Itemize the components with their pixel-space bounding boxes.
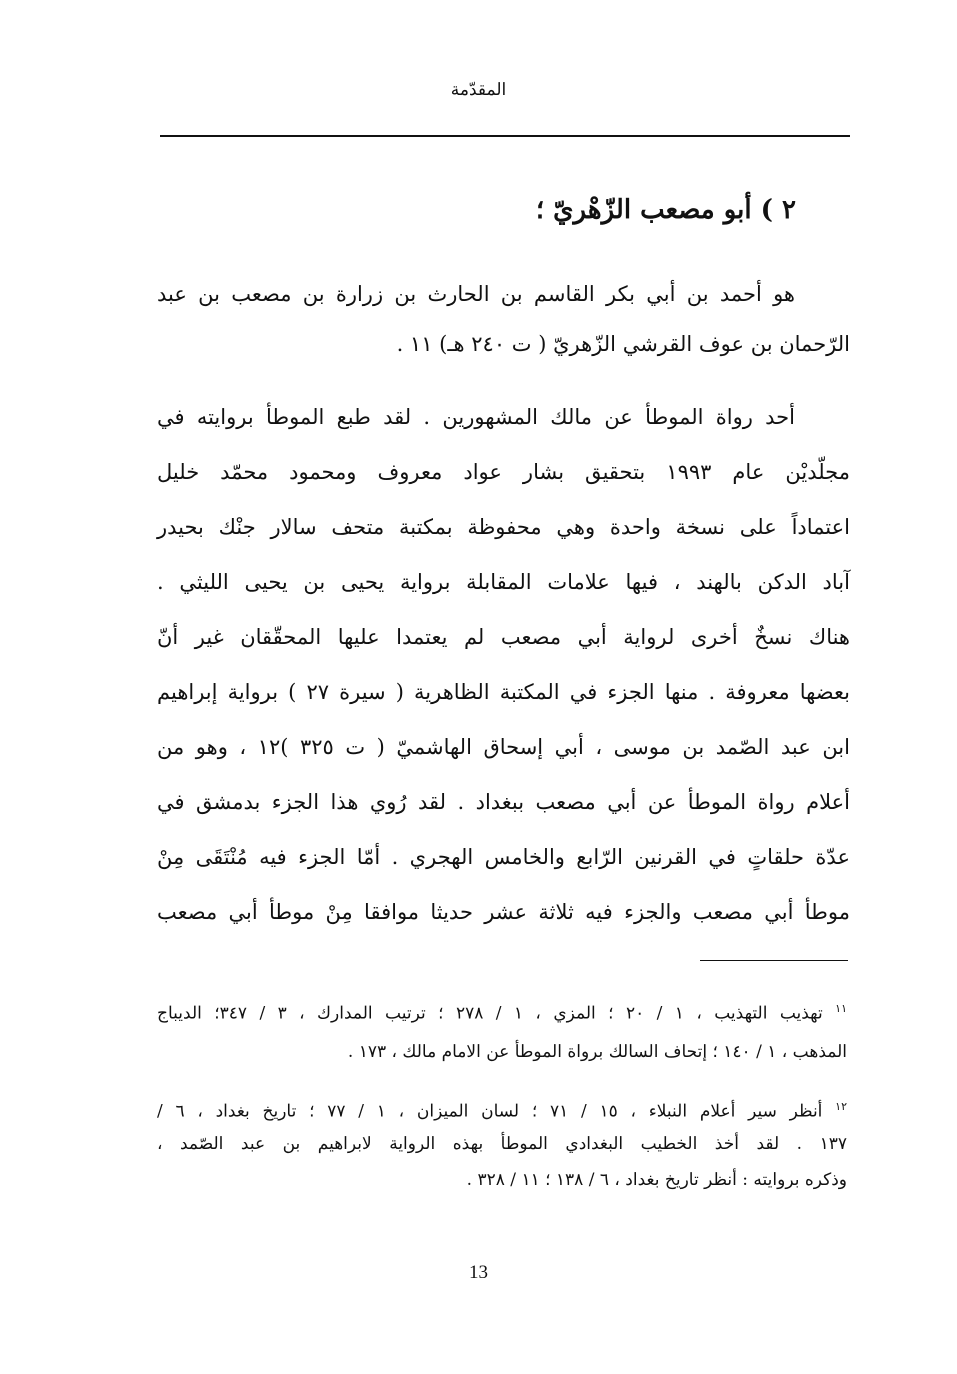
footnote-divider	[700, 960, 848, 961]
paragraph2-line-3: اعتماداً على نسخة واحدة وهي محفوظة بمكتبة متحف سالار جنْك بحيدر	[157, 515, 850, 539]
paragraph2-line-5: هناك نسخٌ أخرى لرواية أبي مصعب لم يعتمدا عليها المحقّقان غير أنّ	[157, 625, 850, 649]
paragraph1-line-2: الرّحمان بن عوف القرشي الزّهريّ ( ت ٢٤٠ هـ) ١١ .	[396, 332, 850, 356]
footnote-12-line-2: ١٣٧ . لقد أخذ الخطيب البغدادي الموطأ بهذه الرواية لابراهيم بن عبد الصّمد ،	[157, 1134, 847, 1154]
paragraph2-line-2: مجلّديْن عام ١٩٩٣ بتحقيق بشار عواد معروف ومحمود محمّد خليل	[157, 460, 850, 484]
footnote-12-line-1	[157, 1093, 847, 1121]
paragraph2-line-4: آباد الدكن بالهند ، فيها علامات المقابلة برواية يحيى بن يحيى الليثي .	[157, 570, 850, 594]
section-heading: ٢ ) أبو مصعب الزّهْريّ ؛	[535, 195, 796, 225]
page-number: 13	[469, 1262, 488, 1283]
paragraph2-line-9: عدّة حلقاتٍ في القرنين الرّابع والخامس الهجري . أمّا الجزء فيه مُنْتَقَى مِنْ	[157, 845, 850, 869]
footnote-11-number: ١١	[835, 1002, 847, 1015]
footnote-12-text-1: أنظر سير أعلام النبلاء ، ١٥ / ٧١ ؛ لسان الميزان ، ١ / ٧٧ ؛ تاريخ بغداد ، ٦ /	[157, 1101, 823, 1122]
paragraph2-line-10: موطأ أبي مصعب والجزء فيه ثلاثة عشر حديثا موافقا مِنْ موطأ أبي مصعب	[157, 900, 850, 924]
footnote-12-number: ١٢	[835, 1100, 847, 1113]
footnote-11-line-2: المذهب ، ١ / ١٤٠ ؛ إتحاف السالك برواة الموطأ عن الامام مالك ، ١٧٣ .	[347, 1042, 847, 1062]
header-divider	[160, 135, 850, 137]
paragraph1-line-1: هو أحمد بن أبي بكر القاسم بن الحارث بن زرارة بن مصعب بن عبد	[157, 282, 795, 306]
footnote-12-line-3: وذكره بروايته : أنظر تاريخ بغداد ، ٦ / ١٣٨ ؛ ١١ / ٣٢٨ .	[466, 1170, 847, 1190]
footnote-11-line-1	[157, 995, 847, 1023]
paragraph2-line-1: أحد رواة الموطأ عن مالك المشهورين . لقد طبع الموطأ بروايته في	[157, 405, 795, 429]
paragraph2-line-7: ابن عبد الصّمد بن موسى ، أبي إسحاق الهاشميّ ( ت ٣٢٥ )١٢ ، وهو من	[157, 735, 850, 759]
footnote-11-text-1: تهذيب التهذيب ، ١ / ٢٠ ؛ المزي ، ١ / ٢٧٨ ؛ ترتيب المدارك ، ٣ / ٣٤٧؛ الديباج	[157, 1003, 823, 1024]
paragraph2-line-8: أعلام رواة الموطأ عن أبي مصعب ببغداد . لقد رُوي هذا الجزء بدمشق في	[157, 790, 850, 814]
paragraph2-line-6: بعضها معروفة . منها الجزء في المكتبة الظاهرية ( سيرة ٢٧ ) برواية إبراهيم	[157, 680, 850, 704]
running-header: المقدّمة	[450, 80, 507, 100]
